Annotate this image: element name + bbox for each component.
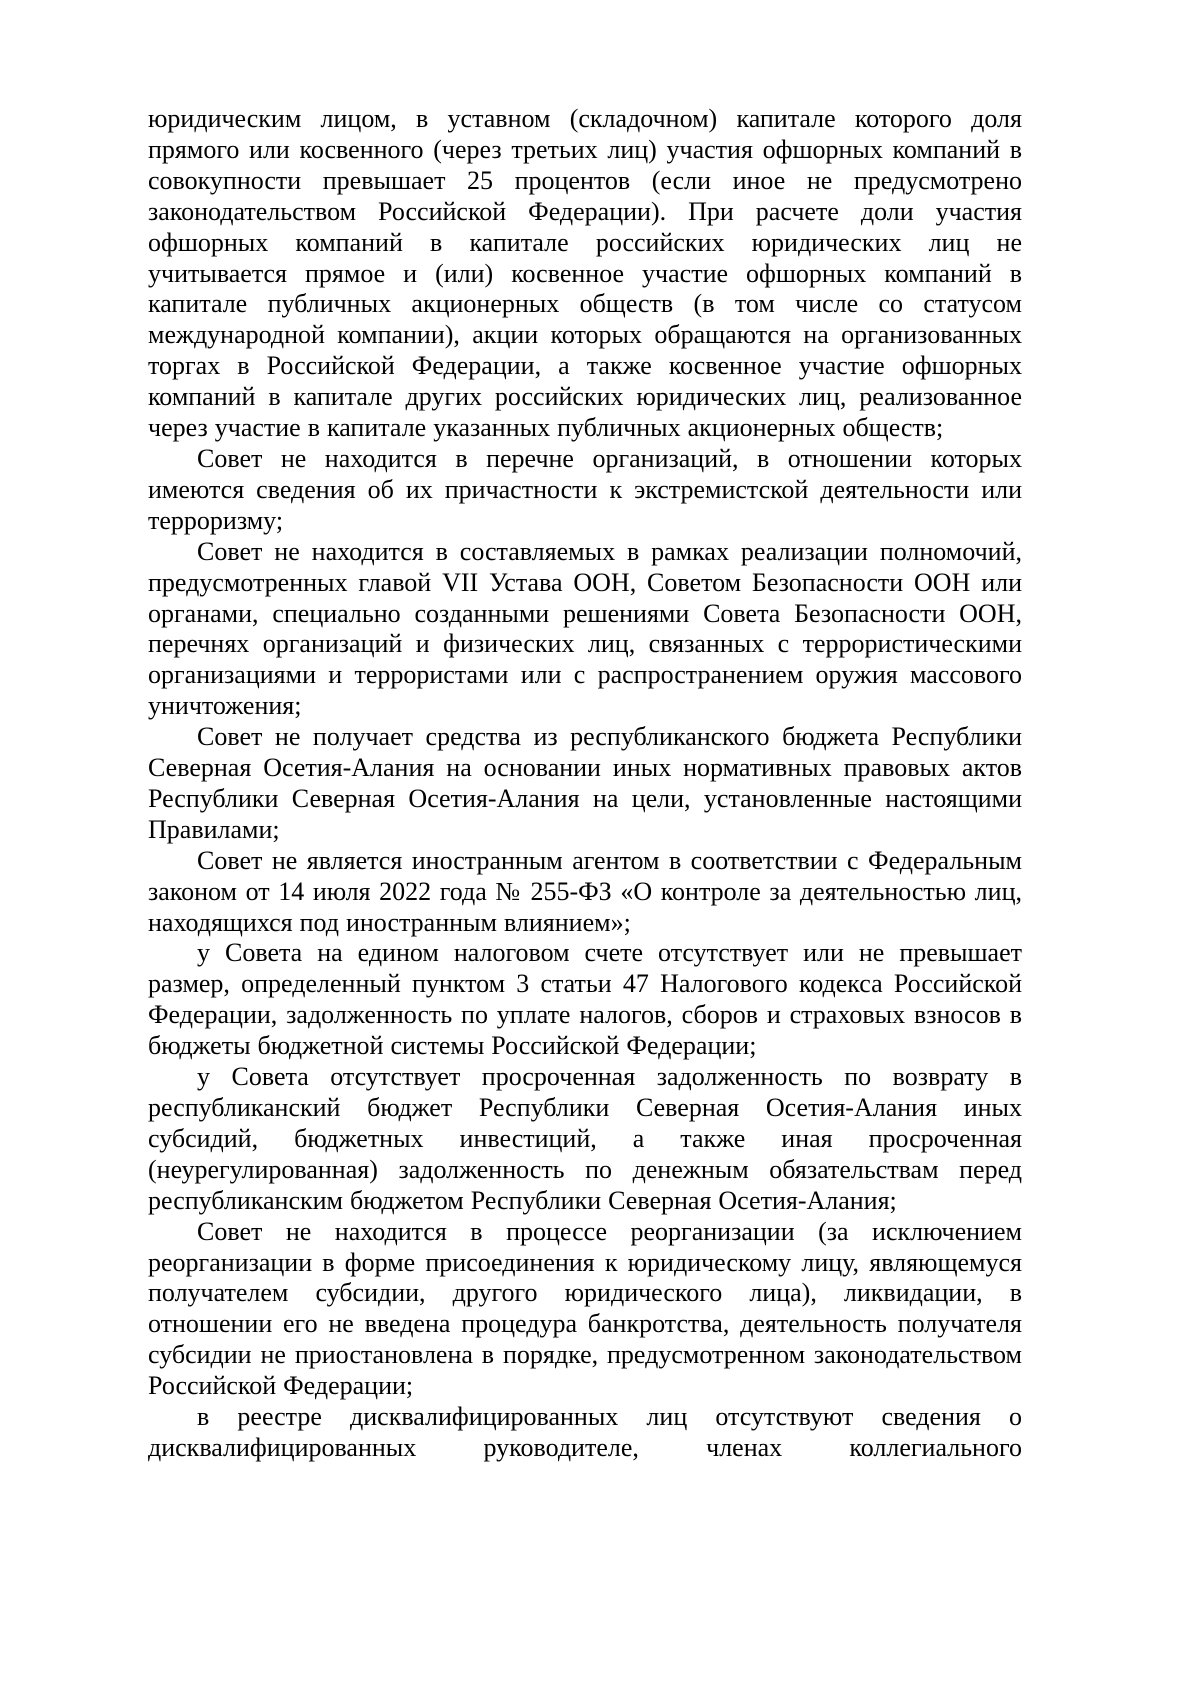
document-body [148,104,1022,1464]
paragraph-3: Совет не находится в составляемых в рамках реализации полномочий, предусмотренных главой VII Устава ООН, Советом Безопасности ООН или органами, специально созданными решениями Совета Безопасности ООН, перечнях организаций и физических лиц, связанных с террористическими организациями и террористами или с распространением оружия массового уничтожения; [148,536,1022,721]
paragraph-8: Совет не находится в процессе реорганизации (за исключением реорганизации в форме присоединения к юридическому лицу, являющемуся получателем субсидии, другого юридического лица), ликвидации, в отношении его не введена процедура банкротства, деятельность получателя субсидии не приостановлена в порядке, предусмотренном законодательством Российской Федерации; [148,1216,1022,1401]
paragraph-1: юридическим лицом, в уставном (складочном) капитале которого доля прямого или косвенного (через третьих лиц) участия офшорных компаний в совокупности превышает 25 процентов (если иное не предусмотрено законодательством Российской Федерации). При расчете доли участия офшорных компаний в капитале российских юридических лиц не учитывается прямое и (или) косвенное участие офшорных компаний в капитале публичных акционерных обществ (в том числе со статусом международной компании), акции которых обращаются на организованных торгах в Российской Федерации, а также косвенное участие офшорных компаний в капитале других российских юридических лиц, реализованное через участие в капитале указанных публичных акционерных обществ; [148,104,1022,443]
paragraph-4: Совет не получает средства из республиканского бюджета Республики Северная Осетия-Алания на основании иных нормативных правовых актов Республики Северная Осетия-Алания на цели, установленные настоящими Правилами; [148,722,1022,844]
paragraph-9: в реестре дисквалифицированных лиц отсутствуют сведения о дисквалифицированных руководителе, членах коллегиального [148,1402,1022,1462]
paragraph-6: у Совета на едином налоговом счете отсутствует или не превышает размер, определенный пунктом 3 статьи 47 Налогового кодекса Российской Федерации, задолженность по уплате налогов, сборов и страховых взносов в бюджеты бюджетной системы Российской Федерации; [148,938,1022,1061]
paragraph-7: у Совета отсутствует просроченная задолженность по возврату в республиканский бюджет Республики Северная Осетия-Алания иных субсидий, бюджетных инвестиций, а также иная просроченная (неурегулированная) задолженность по денежным обязательствам перед республиканским бюджетом Республики Северная Осетия-Алания; [148,1062,1022,1215]
paragraph-5: Совет не является иностранным агентом в соответствии с Федеральным законом от 14 июля 2022 года № 255-ФЗ «О контроле за деятельностью лиц, находящихся под иностранным влиянием»; [148,845,1022,937]
paragraph-2: Совет не находится в перечне организаций, в отношении которых имеются сведения об их причастности к экстремистской деятельности или терроризму; [148,443,1022,535]
